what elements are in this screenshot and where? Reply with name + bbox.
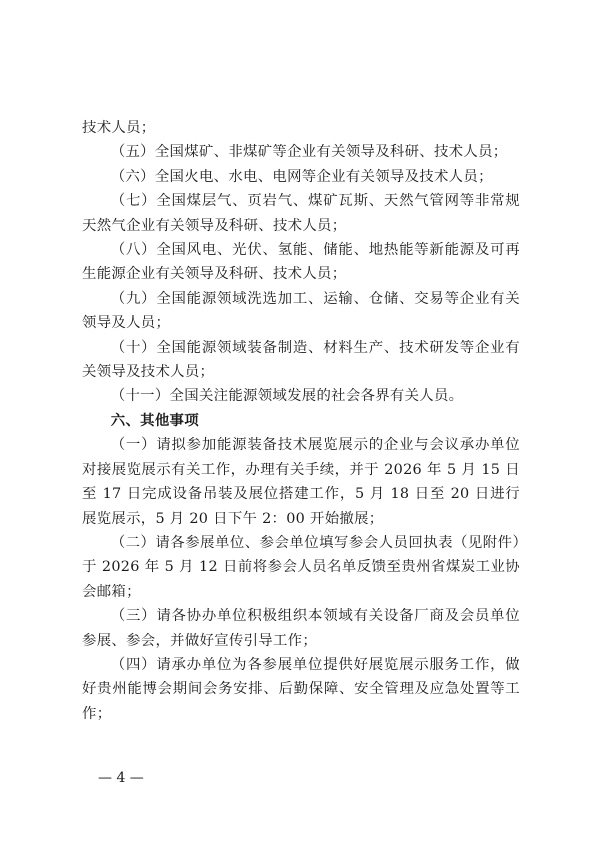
list-item-paragraph: （一）请拟参加能源装备技术展览展示的企业与会议承办单位对接展览展示有关工作，办理有关手续，并于 2026 年 5 月 15 日至 17 日完成设备吊装及展位搭建工作，5 月 18 日至 20 日进行展览展示，5 月 20 日下午 2：00 开始撤展； (82, 437, 520, 527)
list-item-paragraph: （八）全国风电、光伏、氢能、储能、地热能等新能源及可再生能源企业有关领导及科研、技术人员； (82, 242, 520, 283)
list-item-paragraph: （五）全国煤矿、非煤矿等企业有关领导及科研、技术人员； (110, 144, 508, 161)
paragraph-continuation: 技术人员； (82, 120, 156, 136)
section-heading: 六、其他事项 (110, 412, 199, 429)
list-item-paragraph: （七）全国煤层气、页岩气、煤矿瓦斯、天然气管网等非常规天然气企业有关领导及科研、技术人员； (82, 193, 520, 234)
list-item-paragraph: （四）请承办单位为各参展单位提供好展览展示服务工作，做好贵州能博会期间会务安排、后勤保障、安全管理及应急处置等工作； (82, 656, 520, 722)
list-item-paragraph: （十）全国能源领域装备制造、材料生产、技术研发等企业有关领导及技术人员； (82, 339, 520, 381)
list-item-paragraph: （二）请各参展单位、参会单位填写参会人员回执表（见附件）于 2026 年 5 月 12 日前将参会人员名单反馈至贵州省煤炭工业协会邮箱； (82, 534, 520, 600)
list-item-paragraph: （九）全国能源领域洗选加工、运输、仓储、交易等企业有关领导及人员； (82, 290, 520, 332)
list-item-paragraph: （三）请各协办单位积极组织本领域有关设备厂商及会员单位参展、参会，并做好宣传引导工作； (82, 608, 520, 649)
document-body (82, 116, 520, 726)
list-item-paragraph: （六）全国火电、水电、电网等企业有关领导及技术人员； (110, 168, 493, 185)
list-item-paragraph: （十一）全国关注能源领域发展的社会各界有关人员。 (110, 388, 464, 405)
page-number: — 4 — (98, 770, 144, 786)
